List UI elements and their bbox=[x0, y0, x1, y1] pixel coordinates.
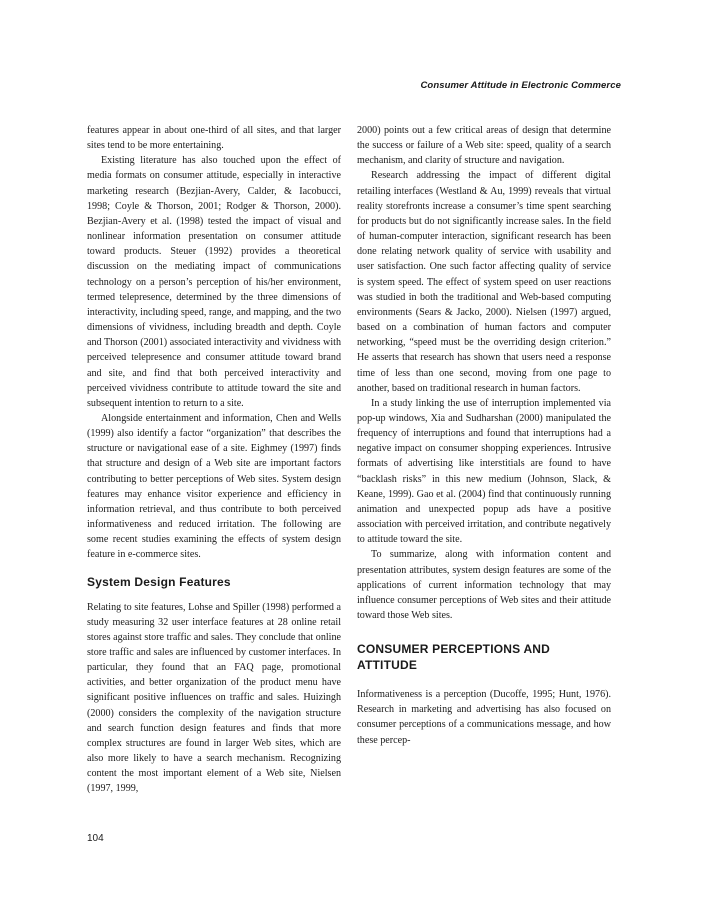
paragraph: Alongside entertainment and information, Chen and Wells (1999) also identify a factor “organization” that describes the structure or navigational ease of a site. Eighmey (1997) finds that structure and design of a Web site are important factors contributing to better perceptions of Web sites. System design features may enhance visitor experience and efficiency in information retrieval, and thus contribute to both perceived informativeness and reduced irritation. The following are some recent studies examining the effects of system design feature in e-commerce sites. bbox=[87, 412, 341, 561]
section-heading: CONSUMER PERCEPTIONS AND ATTITUDE bbox=[357, 642, 551, 673]
paragraph: To summarize, along with information content and presentation attributes, system design features are some of the applications of current information technology that may influence consumer perceptions of Web sites and their attitude toward those Web sites. bbox=[357, 549, 611, 621]
paragraph: In a study linking the use of interruption implemented via pop-up windows, Xia and Sudharshan (2000) manipulated the frequency of interruptions and found that interruptions had a negative impact on consumer shopping experiences. Intrusive formats of advertising like interstitials are found to have “backlash risks” in this new medium (Johnson, Slack, & Keane, 1999). Gao et al. (2004) find that continuously running animation and unexpected popup ads have a positive association with perceived irritation, and contribute negatively to attitude toward the site. bbox=[357, 397, 611, 546]
left-column bbox=[87, 123, 341, 797]
section-heading: System Design Features bbox=[87, 574, 231, 589]
paragraph: features appear in about one-third of all sites, and that larger sites tend to be more entertaining. bbox=[87, 125, 341, 152]
paragraph: 2000) points out a few critical areas of design that determine the success or failure of a Web site: speed, quality of a search mechanism, and clarity of structure and navigation. bbox=[357, 125, 611, 167]
right-column bbox=[357, 123, 611, 748]
paragraph: Informativeness is a perception (Ducoffe, 1995; Hunt, 1976). Research in marketing and advertising has also focused on consumer perceptions of a communications message, and how these percep- bbox=[357, 689, 611, 746]
paragraph: Existing literature has also touched upon the effect of media formats on consumer attitude, especially in interactive marketing research (Bezjian-Avery, Calder, & Iacobucci, 1998; Coyle & Thorson, 2001; Rodger & Thorson, 2000). Bezjian-Avery et al. (1998) tested the impact of visual and nonlinear information presentation on consumer attitude toward products. Steuer (1992) provides a theoretical discussion on the mediating impact of communications technology on a person’s perception of his/her environment, termed telepresence, determined by the three dimensions of interactivity, including speed, range, and mapping, and the two dimensions of vividness, including breadth and depth. Coyle and Thorson (2001) associated interactivity and vividness with perceived telepresence and consumer attitude toward brand and site, and find that both perceived interactivity and perceived vividness contribute to attitude toward the site and subsequent intention to return to a site. bbox=[87, 155, 341, 409]
running-header: Consumer Attitude in Electronic Commerce bbox=[420, 80, 621, 91]
page-number: 104 bbox=[87, 833, 104, 844]
paragraph: Research addressing the impact of different digital retailing interfaces (Westland & Au, 1999) reveals that virtual reality storefronts increase a consumer’s time spent searching for products but do not significantly increase sales. In the field of human-computer interaction, significant research has been done relating network quality of service with usability and user satisfaction. One such factor affecting quality of service is system speed. The effect of system speed on user reactions was studied in both the traditional and Web-based computing environments (Sears & Jacko, 2000). Nielsen (1997) argued, based on a combination of human factors and computer networking, “speed must be the overriding design criterion.” He asserts that research has shown that users need a response time of less than one second, moving from one page to another, based on traditional research in human factors. bbox=[357, 170, 611, 394]
paragraph: Relating to site features, Lohse and Spiller (1998) performed a study measuring 32 user interface features at 28 online retail stores against store traffic and sales. They conclude that online store traffic and sales are influenced by customer interfaces. In particular, they found that an FAQ page, promotional activities, and better organization of the product menu have significant positive influences on traffic and sales. Huizingh (2000) considers the complexity of the navigation structure and search function design features and finds that more complex structures are found in larger Web sites, which are also more likely to have a search mechanism. Recognizing content the most important element of a Web site, Nielsen (1997, 1999, bbox=[87, 601, 341, 795]
